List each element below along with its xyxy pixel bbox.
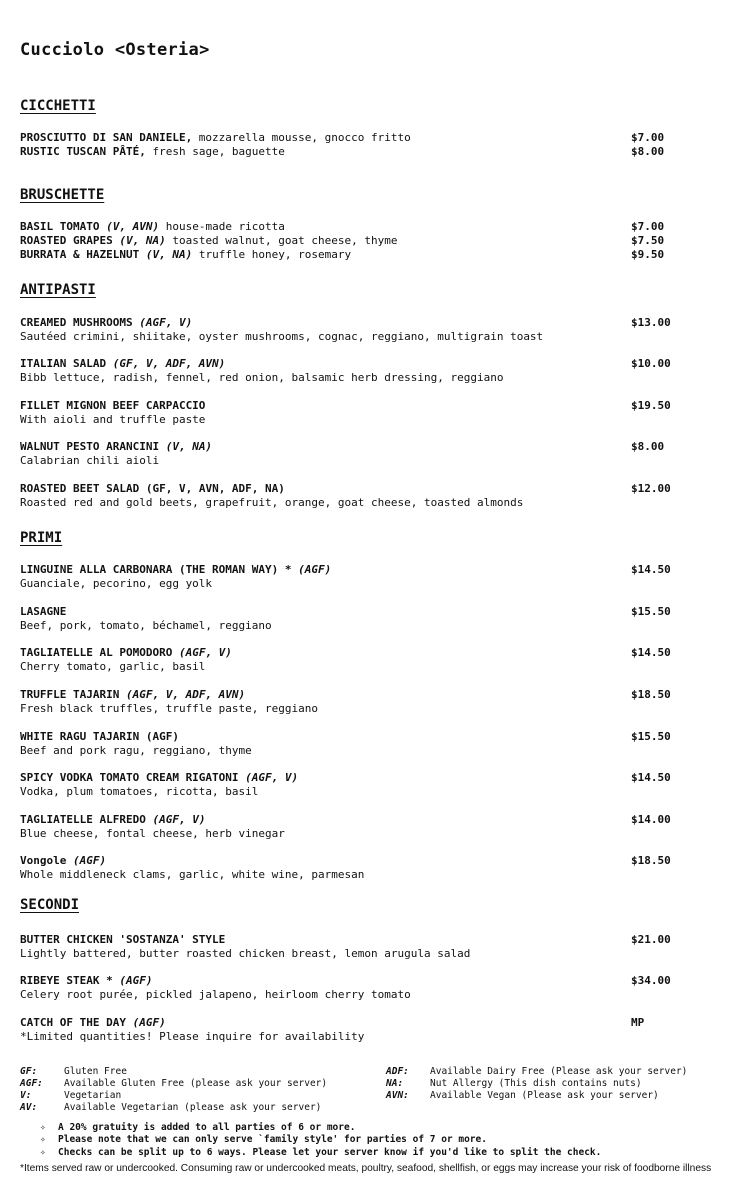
item-desc: fresh sage, baguette (145, 145, 285, 158)
menu-item (20, 813, 680, 841)
legend-text: Gluten Free (64, 1066, 127, 1077)
item-name: LINGUINE ALLA CARBONARA (THE ROMAN WAY) * (20, 563, 292, 576)
note-item (40, 1147, 601, 1159)
item-tags: (AGF, V) (132, 316, 193, 329)
item-price: $14.50 (631, 646, 671, 659)
item-name: BURRATA & HAZELNUT (20, 248, 140, 261)
item-price: $7.00 (631, 220, 665, 233)
sparkle-icon: ✧ (40, 1122, 46, 1133)
item-price: $14.50 (631, 563, 671, 576)
item-price: $21.00 (631, 933, 671, 946)
item-name: ROASTED BEET SALAD (20, 482, 140, 495)
item-price: $12.00 (631, 482, 671, 495)
section-title-antipasti: ANTIPASTI (20, 282, 96, 298)
legend-right (386, 1066, 752, 1102)
note-text: A 20% gratuity is added to all parties of 6 or more. (58, 1122, 356, 1133)
item-price: $14.50 (631, 771, 671, 784)
item-name: TAGLIATELLE ALFREDO (20, 813, 146, 826)
item-tags: (AGF, V) (172, 646, 232, 659)
section-title-cicchetti: CICCHETTI (20, 98, 96, 114)
item-desc: Guanciale, pecorino, egg yolk (20, 577, 213, 590)
legend-entry (20, 1102, 380, 1114)
legend-entry (20, 1078, 380, 1090)
item-desc: Vodka, plum tomatoes, ricotta, basil (20, 785, 259, 798)
item-price: $19.50 (631, 399, 671, 412)
legend-entry (20, 1066, 380, 1078)
item-tags: (AGF, V, ADF, AVN) (119, 688, 246, 701)
item-desc: Celery root purée, pickled jalapeno, heirloom cherry tomato (20, 988, 411, 1001)
item-tags: (GF, V, AVN, ADF, NA) (139, 482, 285, 495)
item-tags: (AGF) (291, 563, 332, 576)
legend-text: Available Vegetarian (please ask your server) (64, 1102, 322, 1113)
item-tags: (GF, V, ADF, AVN) (106, 357, 226, 370)
item-tags: (AGF) (112, 974, 153, 987)
menu-item (20, 563, 680, 591)
menu-item (20, 316, 680, 344)
item-desc: Calabrian chili aioli (20, 454, 160, 467)
menu-item (20, 145, 680, 159)
item-name: CREAMED MUSHROOMS (20, 316, 133, 329)
item-price: $7.50 (631, 234, 665, 247)
item-tags: (V, NA) (139, 248, 193, 261)
legend-key: NA: (386, 1078, 404, 1089)
item-name: LASAGNE (20, 605, 67, 618)
item-desc: With aioli and truffle paste (20, 413, 206, 426)
item-name: WHITE RAGU TAJARIN (20, 730, 140, 743)
legend-text: Vegetarian (64, 1090, 122, 1101)
item-name: CATCH OF THE DAY (20, 1016, 126, 1029)
policy-notes (40, 1122, 601, 1159)
item-price: MP (631, 1016, 645, 1029)
item-price: $13.00 (631, 316, 671, 329)
legend-key: AV: (20, 1102, 38, 1113)
item-desc: *Limited quantities! Please inquire for availability (20, 1030, 365, 1043)
item-price: $8.00 (631, 440, 665, 453)
item-tags: (V, NA) (159, 440, 213, 453)
item-name: SPICY VODKA TOMATO CREAM RIGATONI (20, 771, 239, 784)
legend-entry (386, 1090, 752, 1102)
item-desc: Cherry tomato, garlic, basil (20, 660, 206, 673)
item-price: $9.50 (631, 248, 665, 261)
menu-item (20, 854, 680, 882)
note-text: Please note that we can only serve `family style' for parties of 7 or more. (58, 1134, 487, 1146)
item-desc: mozzarella mousse, gnocco fritto (192, 131, 411, 144)
item-name: ITALIAN SALAD (20, 357, 107, 370)
item-name: BASIL TOMATO (20, 220, 100, 233)
item-name: ROASTED GRAPES (20, 234, 113, 247)
item-desc: truffle honey, rosemary (192, 248, 352, 261)
legend-entry (20, 1090, 380, 1102)
legend-text: Available Gluten Free (please ask your server) (64, 1078, 328, 1089)
legend-text: Nut Allergy (This dish contains nuts) (430, 1078, 642, 1089)
section-title-secondi: SECONDI (20, 897, 80, 913)
menu-item (20, 688, 680, 716)
item-tags: (V, NA) (112, 234, 166, 247)
legend-entry (386, 1078, 752, 1090)
section-title-bruschette: BRUSCHETTE (20, 187, 105, 203)
menu-item (20, 730, 680, 758)
item-name: WALNUT PESTO ARANCINI (20, 440, 160, 453)
restaurant-name: Cucciolo <Osteria> (20, 40, 210, 60)
item-tags: (AGF, V) (238, 771, 299, 784)
section-title-primi: PRIMI (20, 530, 63, 546)
menu-item (20, 357, 680, 385)
legend-key: AGF: (20, 1078, 43, 1089)
item-tags: (V, AVN) (99, 220, 160, 233)
menu-item (20, 771, 680, 799)
raw-food-disclaimer: *Items served raw or undercooked. Consuming raw or undercooked meats, poultry, seafood, shellfish, or eggs may increase your risk of foodborne illness (20, 1163, 712, 1174)
item-desc: Beef, pork, tomato, béchamel, reggiano (20, 619, 272, 632)
legend-left (20, 1066, 380, 1114)
menu-item (20, 646, 680, 674)
item-tags: (AGF, V) (145, 813, 206, 826)
legend-key: ADF: (386, 1066, 409, 1077)
sparkle-icon: ✧ (40, 1134, 46, 1146)
menu-item (20, 234, 680, 248)
item-price: $18.50 (631, 688, 671, 701)
item-desc: Beef and pork ragu, reggiano, thyme (20, 744, 252, 757)
note-item (40, 1122, 601, 1134)
legend-key: V: (20, 1090, 32, 1101)
item-price: $15.50 (631, 730, 671, 743)
item-name: RUSTIC TUSCAN PÂTÉ, (20, 145, 146, 158)
legend-key: AVN: (386, 1090, 409, 1101)
item-price: $34.00 (631, 974, 671, 987)
item-name: TRUFFLE TAJARIN (20, 688, 120, 701)
legend-text: Available Dairy Free (Please ask your server) (430, 1066, 688, 1077)
menu-item (20, 933, 680, 961)
item-tags: (AGF) (66, 854, 107, 867)
menu-item (20, 605, 680, 633)
item-price: $15.50 (631, 605, 671, 618)
item-desc: Roasted red and gold beets, grapefruit, orange, goat cheese, toasted almonds (20, 496, 524, 509)
item-desc: Sautéed crimini, shiitake, oyster mushrooms, cognac, reggiano, multigrain toast (20, 330, 544, 343)
item-price: $10.00 (631, 357, 671, 370)
menu-item (20, 482, 680, 510)
item-name: TAGLIATELLE AL POMODORO (20, 646, 173, 659)
note-text: Checks can be split up to 6 ways. Please let your server know if you'd like to split the check. (58, 1146, 602, 1158)
item-tags: (AGF) (125, 1016, 166, 1029)
item-desc: house-made ricotta (159, 220, 285, 233)
item-price: $18.50 (631, 854, 671, 867)
item-name: BUTTER CHICKEN 'SOSTANZA' STYLE (20, 933, 226, 946)
item-desc: Lightly battered, butter roasted chicken breast, lemon arugula salad (20, 947, 471, 960)
item-name: PROSCIUTTO DI SAN DANIELE, (20, 131, 193, 144)
menu-item (20, 399, 680, 427)
menu-item (20, 220, 680, 234)
menu-item (20, 131, 680, 145)
menu-item (20, 1016, 680, 1044)
item-name: RIBEYE STEAK * (20, 974, 113, 987)
item-name: FILLET MIGNON BEEF CARPACCIO (20, 399, 206, 412)
item-price: $8.00 (631, 145, 665, 158)
sparkle-icon: ✧ (40, 1146, 46, 1158)
menu-item (20, 974, 680, 1002)
item-desc: toasted walnut, goat cheese, thyme (165, 234, 398, 247)
legend-text: Available Vegan (Please ask your server) (430, 1090, 659, 1101)
item-desc: Fresh black truffles, truffle paste, reggiano (20, 702, 319, 715)
item-desc: Blue cheese, fontal cheese, herb vinegar (20, 827, 285, 840)
item-name: Vongole (20, 854, 67, 867)
item-desc: Bibb lettuce, radish, fennel, red onion, balsamic herb dressing, reggiano (20, 371, 504, 384)
menu-item (20, 440, 680, 468)
legend-entry (386, 1066, 752, 1078)
legend-key: GF: (20, 1066, 38, 1077)
menu-item (20, 248, 680, 262)
item-tags: (AGF) (139, 730, 179, 743)
item-price: $7.00 (631, 131, 665, 144)
item-desc: Whole middleneck clams, garlic, white wine, parmesan (20, 868, 365, 881)
item-price: $14.00 (631, 813, 671, 826)
note-item (40, 1134, 601, 1146)
